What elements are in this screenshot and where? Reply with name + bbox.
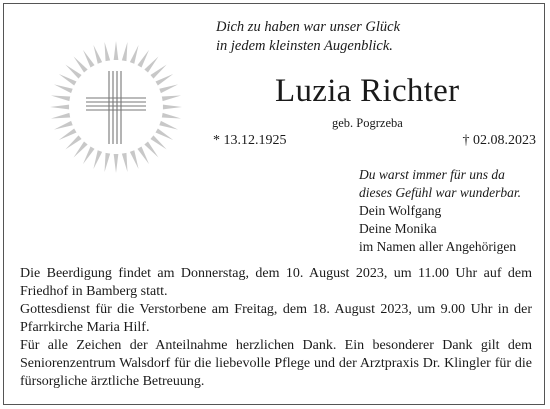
sun-ray [144, 56, 158, 72]
sun-ray [50, 105, 69, 110]
sun-ray [163, 105, 182, 110]
sun-ray [150, 135, 166, 149]
sun-ray [51, 113, 70, 119]
deceased-name: Luzia Richter [275, 73, 460, 109]
sun-ray [155, 74, 173, 86]
sun-ray [150, 65, 166, 79]
sun-ray [144, 141, 158, 157]
sun-ray [155, 128, 173, 140]
sun-ray [162, 113, 181, 119]
sun-ray [159, 84, 178, 93]
verse-line: Du warst immer für uns da [359, 167, 505, 182]
mourner-line: im Namen aller Angehörigen [359, 239, 517, 254]
cross-icon [86, 71, 146, 144]
sun-ray [51, 96, 70, 102]
sun-ray [54, 121, 73, 130]
sun-cross-icon [47, 38, 185, 176]
sun-ray [114, 41, 119, 60]
sun-ray [130, 45, 139, 64]
sun-ray [114, 154, 119, 173]
motto-line: Dich zu haben war unser Glück [216, 19, 401, 35]
sun-ray [74, 141, 88, 157]
sun-ray [137, 50, 149, 68]
sun-ray [105, 153, 111, 172]
born-name: geb. Pogrzeba [332, 116, 403, 130]
service-paragraph: Gottesdienst für die Verstorbene am Freitag, dem 18. August 2023, um 9.00 Uhr in der Pfarrkirche Maria Hilf. [20, 302, 532, 335]
sun-ray [93, 45, 102, 64]
sun-ray [93, 150, 102, 169]
mourners-list [359, 202, 516, 256]
sun-ray [65, 135, 81, 149]
verse-line: dieses Gefühl war wunderbar. [359, 185, 521, 200]
sun-ray [54, 84, 73, 93]
burial-paragraph: Die Beerdigung findet am Donnerstag, dem 10. August 2023, um 11.00 Uhr auf dem Friedhof in Bamberg statt. [20, 266, 532, 299]
birth-date: * 13.12.1925 [213, 133, 287, 148]
sun-ray [83, 50, 95, 68]
mourner-line: Dein Wolfgang [359, 203, 442, 218]
mourner-line: Deine Monika [359, 221, 437, 236]
sun-ray [137, 146, 149, 164]
thanks-paragraph: Für alle Zeichen der Anteilnahme herzlichen Dank. Ein besonderer Dank gilt dem Seniorenzentrum Walsdorf für die liebevolle Pflege und der Arztpraxis Dr. Klingler für die fürsorgliche ärztliche Betreuung. [20, 338, 532, 389]
sun-rays [50, 41, 182, 173]
sun-ray [122, 42, 128, 61]
sun-ray [122, 153, 128, 172]
closing-verse [359, 166, 521, 202]
sun-ray [65, 65, 81, 79]
sun-ray [105, 42, 111, 61]
sun-ray [59, 74, 77, 86]
motto-verse [216, 18, 400, 56]
sun-ray [162, 96, 181, 102]
sun-ray [74, 56, 88, 72]
sun-ray [159, 121, 178, 130]
death-date: † 02.08.2023 [462, 133, 536, 148]
sun-ray [130, 150, 139, 169]
sun-ray [59, 128, 77, 140]
sun-ray [83, 146, 95, 164]
motto-line: in jedem kleinsten Augenblick. [216, 38, 393, 54]
funeral-details [20, 265, 532, 391]
